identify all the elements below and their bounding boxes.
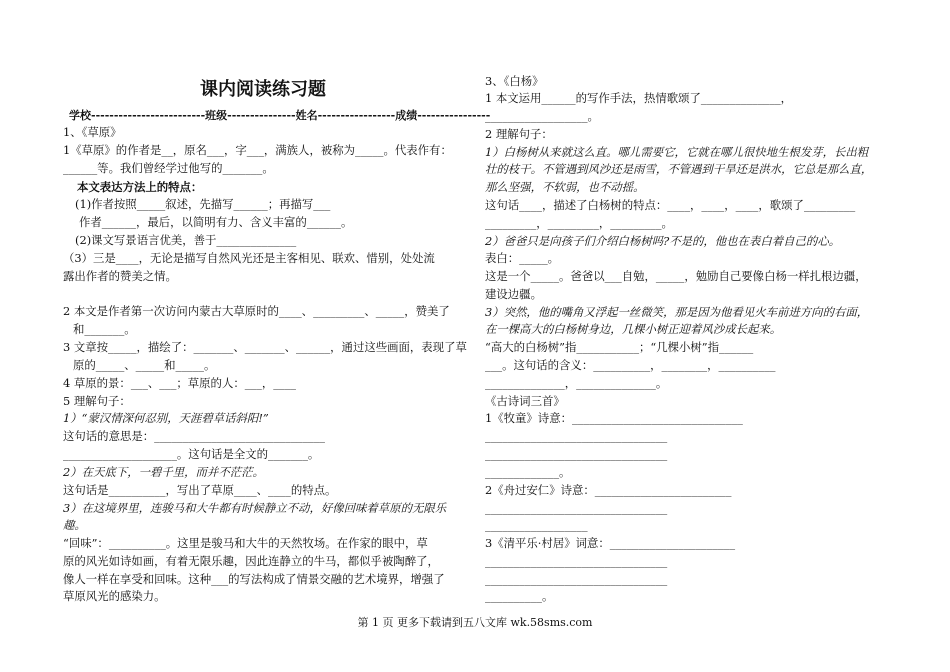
left-line: 4 草原的景：___、___；草原的人：___，____ — [63, 376, 296, 390]
right-line: 1 本文运用______的写作手法，热情歌颂了______________， — [485, 91, 793, 105]
left-line: 1）“蒙汉情深何忍别，天涯碧草话斜阳!” — [63, 411, 269, 425]
right-line: __________。 — [485, 589, 554, 603]
left-line: 趣。 — [63, 518, 86, 532]
right-line: 2 理解句子： — [485, 127, 553, 141]
right-line: 1《牧童》诗意：______________________________ — [485, 411, 743, 425]
left-line: 2 本文是作者第一次访问内蒙古大草原时的____、_________、_____，赞美了 — [63, 304, 450, 318]
left-line: （3）三是____，无论是描写自然风光还是主客相见、联欢、惜别，处处流 — [63, 251, 435, 265]
right-line: 建设边疆。 — [485, 287, 542, 301]
right-line: _________，_________，_________。 — [485, 216, 673, 230]
right-line: 2）爸爸只是向孩子们介绍白杨树吗?不是的，他也在表白着自己的心。 — [485, 234, 841, 248]
right-line: ________________________________ — [485, 554, 668, 568]
page-title: 课内阅读练习题 — [200, 79, 326, 100]
left-line: 原的_____、_____和_____。 — [73, 358, 216, 372]
left-line: 3）在这境界里，连骏马和大牛都有时候静立不动，好像回味着草原的无限乐 — [63, 501, 447, 515]
right-line: 3《清平乐·村居》词意：______________________ — [485, 536, 736, 550]
right-line: 表白：_____。 — [485, 251, 560, 265]
right-line: 2《舟过安仁》诗意：________________________ — [485, 483, 732, 497]
right-line: “高大的白杨树”指___________；“几棵小树”指______ — [485, 340, 754, 354]
left-line: ______等。我们曾经学过他写的_______。 — [63, 161, 274, 175]
right-line: ________________________________ — [485, 447, 668, 461]
left-line: (1)作者按照_____叙述，先描写______；再描写___ — [75, 197, 331, 211]
left-line: 这句话的意思是：______________________________ — [63, 429, 325, 443]
left-line: 像人一样在享受和回味。这种___的写法构成了情景交融的艺术境界，增强了 — [63, 572, 445, 586]
section-gushici-heading: 《古诗词三首》 — [485, 394, 565, 408]
left-line: 1《草原》的作者是__，原名___，字___，满族人，被称为_____。代表作有： — [63, 143, 452, 157]
right-line: 这是一个_____。爸爸以___自勉，_____，勉励自己要像白杨一样扎根边疆， — [485, 269, 867, 283]
right-line: ________________________________ — [485, 501, 668, 515]
right-line: ________________________________ — [485, 572, 668, 586]
left-line: 和_______。 — [73, 322, 136, 336]
left-line: 作者______，最后，以简明有力、含义丰富的______。 — [79, 215, 353, 229]
section-baiyang-heading: 3、《白杨》 — [485, 74, 544, 88]
student-info-header: 学校-------------------------班级---------------姓名-----------------成绩---------------- — [69, 109, 491, 122]
right-line: 3）突然，他的嘴角又浮起一丝微笑，那是因为他看见火车前进方向的右面， — [485, 305, 869, 319]
right-line: __________________。 — [485, 109, 599, 123]
left-line: 原的风光如诗如画，有着无限乐趣，因此连静立的牛马，都似乎被陶醉了， — [63, 554, 439, 568]
page-footer: 第 1 页 更多下载请到五八文库 wk.58sms.com — [357, 616, 593, 629]
left-line: 2）在天底下，一碧千里，而并不茫茫。 — [63, 465, 264, 479]
right-line: 壮的枝干。不管遇到风沙还是雨雪，不管遇到干旱还是洪水，它总是那么直， — [485, 162, 873, 176]
left-line: 露出作者的赞美之情。 — [63, 269, 177, 283]
left-line: 这句话是__________，写出了草原____、____的特点。 — [63, 483, 337, 497]
right-line: _____________。 — [485, 465, 571, 479]
right-line: 在一棵高大的白杨树身边，几棵小树正迎着风沙成长起来。 — [485, 322, 782, 336]
left-line: (2)课文写景语言优美，善于______________ — [75, 233, 297, 247]
left-line: 3 文章按_____，描绘了：_______、_______、______，通过这些画面，表现了草 — [63, 340, 467, 354]
section-caoyuan-heading: 1、《草原》 — [63, 125, 122, 139]
left-line: 本文表达方法上的特点： — [77, 180, 203, 194]
right-line: ______________，______________。 — [485, 376, 668, 390]
left-line: ____________________。这句话是全文的_______。 — [63, 447, 320, 461]
right-line: ________________________________ — [485, 429, 668, 443]
left-line: 草原风光的感染力。 — [63, 589, 166, 603]
right-line: ___。这句话的含义：__________，________，__________ — [485, 358, 776, 372]
left-line: 5 理解句子： — [63, 394, 131, 408]
left-line: “回味”：__________。这里是骏马和大牛的天然牧场。在作家的眼中，草 — [63, 536, 428, 550]
right-line: 那么坚强，不软弱，也不动摇。 — [485, 180, 645, 194]
right-line: __________________ — [485, 518, 588, 532]
right-line: 1）白杨树从来就这么直。哪儿需要它，它就在哪儿很快地生根发芽，长出粗 — [485, 145, 869, 159]
right-line: 这句话____，描述了白杨树的特点：____，____，____，歌颂了_________ — [485, 198, 856, 212]
